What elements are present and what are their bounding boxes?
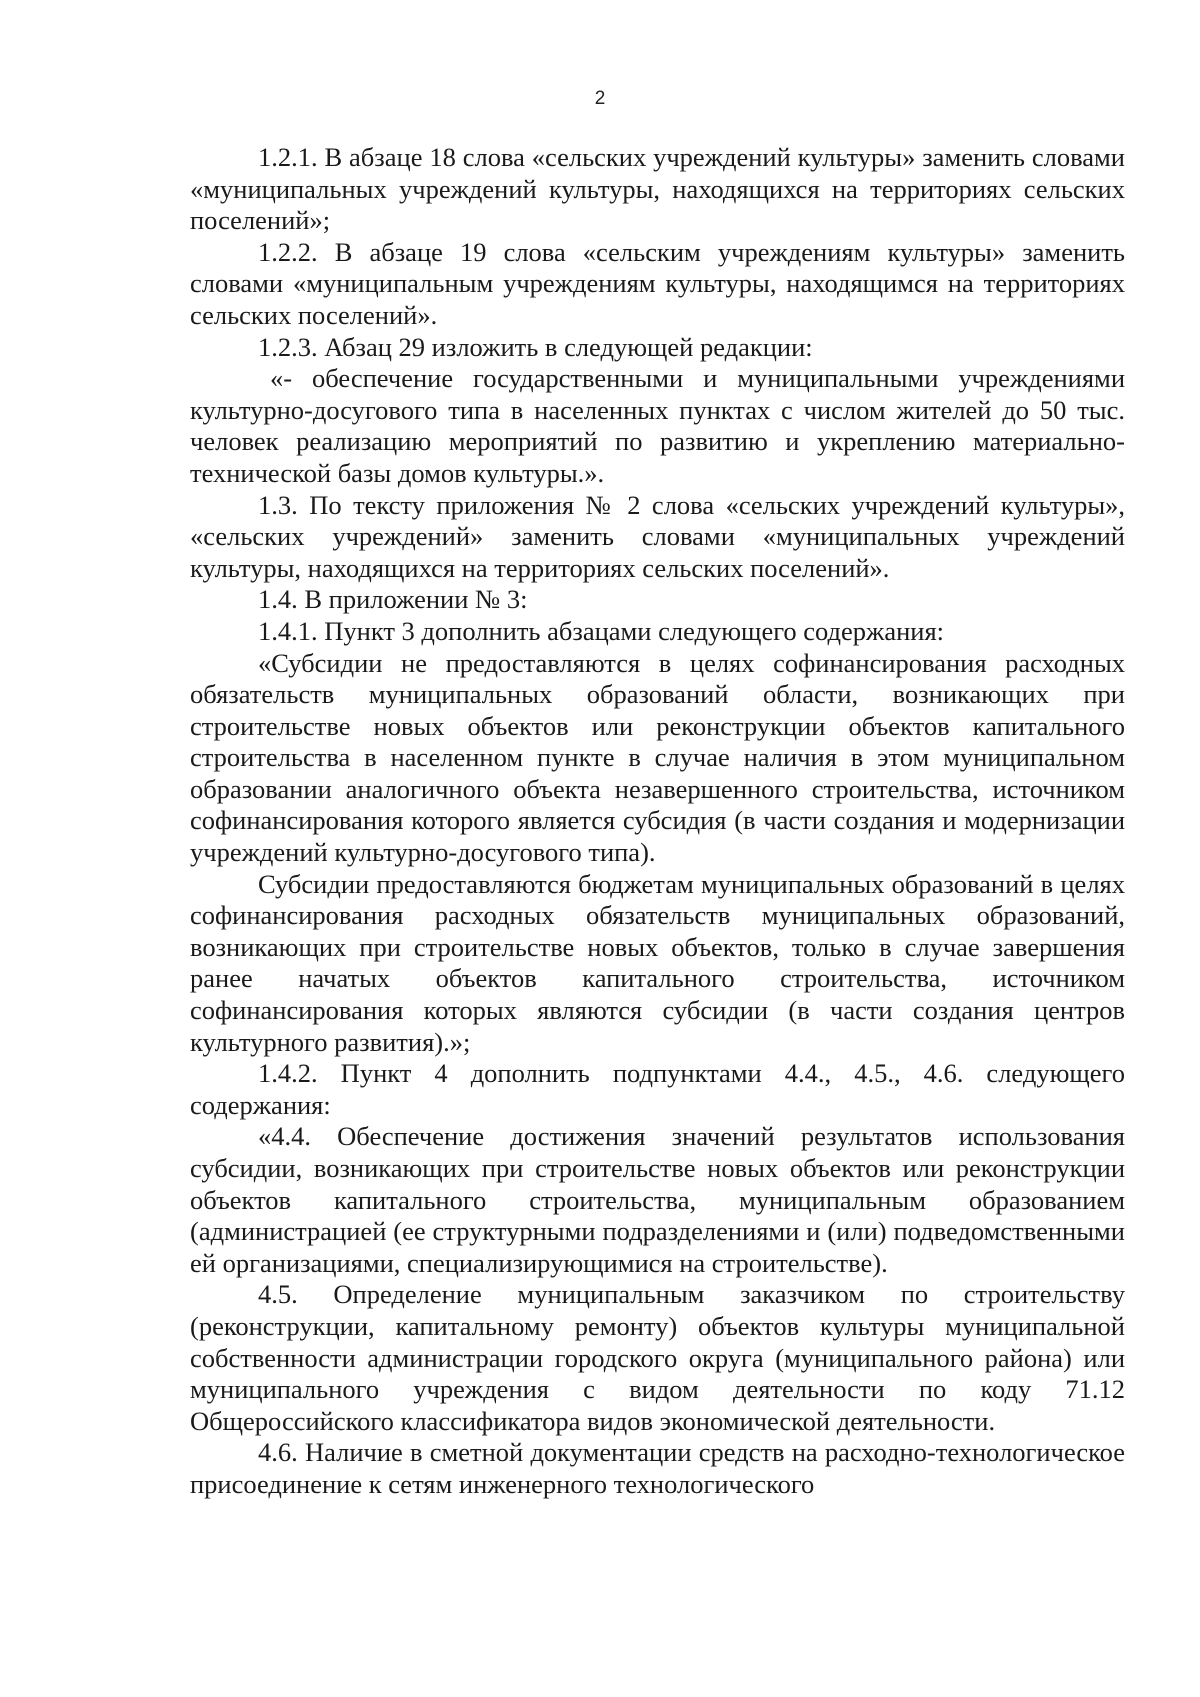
page-number: 2 [594,88,606,109]
paragraph-1-2-1: 1.2.1. В абзаце 18 слова «сельских учреждений культуры» заменить словами «муниципальных учреждений культуры, находящихся на территориях сельских поселений»; [190,142,1125,236]
paragraph-4-5: 4.5. Определение муниципальным заказчиком по строительству (реконструкции, капитальному ремонту) объектов культуры муниципальной собственности администрации городского округа (муниципального района) или муниципального учреждения с видом деятельности по коду 71.12 Общероссийского классификатора видов экономической деятельности. [190,1279,1125,1436]
paragraph-4-6: 4.6. Наличие в сметной документации средств на расходно-технологическое присоединение к сетям инженерного технологического [190,1437,1125,1499]
paragraph-4-4: «4.4. Обеспечение достижения значений результатов использования субсидии, возникающих при строительстве новых объектов или реконструкции объектов капитального строительства, муниципальным образованием (администрацией (ее структурными подразделениями и (или) подведомственными ей организациями, специализирующимися на строительстве). [190,1121,1125,1278]
paragraph-quote-abzac-29: «- обеспечение государственными и муниципальными учреждениями культурно-досугового типа в населенных пунктах с числом жителей до 50 тыс. человек реализацию мероприятий по развитию и укреплению материально-технической базы домов культуры.». [190,363,1125,488]
paragraph-1-2-2: 1.2.2. В абзаце 19 слова «сельским учреждениям культуры» заменить словами «муниципальным учреждениям культуры, находящимся на территориях сельских поселений». [190,236,1125,330]
paragraph-1-3: 1.3. По тексту приложения № 2 слова «сельских учреждений культуры», «сельских учреждений» заменить словами «муниципальных учреждений культуры, находящихся на территориях сельских поселений». [190,489,1125,583]
paragraph-1-4: 1.4. В приложении № 3: [258,584,528,615]
paragraph-subsidies-provided: Субсидии предоставляются бюджетам муниципальных образований в целях софинансирования расходных обязательств муниципальных образований, возникающих при строительстве новых объектов, только в случае завершения ранее начатых объектов капитального строительства, источником софинансирования которых являются субсидии (в части создания центров культурного развития).»; [190,868,1125,1057]
paragraph-1-4-2: 1.4.2. Пункт 4 дополнить подпунктами 4.4., 4.5., 4.6. следующего содержания: [190,1058,1125,1120]
document-body [190,142,1125,1501]
paragraph-1-4-1: 1.4.1. Пункт 3 дополнить абзацами следующего содержания: [258,615,945,646]
paragraph-1-2-3: 1.2.3. Абзац 29 изложить в следующей редакции: [258,331,813,362]
paragraph-subsidies-not-provided: «Субсидии не предоставляются в целях софинансирования расходных обязательств муниципальных образований области, возникающих при строительстве новых объектов или реконструкции объектов капитального строительства в населенном пункте в случае наличия в этом муниципальном образовании аналогичного объекта незавершенного строительства, источником софинансирования которого является субсидия (в части создания и модернизации учреждений культурно-досугового типа). [190,647,1125,868]
